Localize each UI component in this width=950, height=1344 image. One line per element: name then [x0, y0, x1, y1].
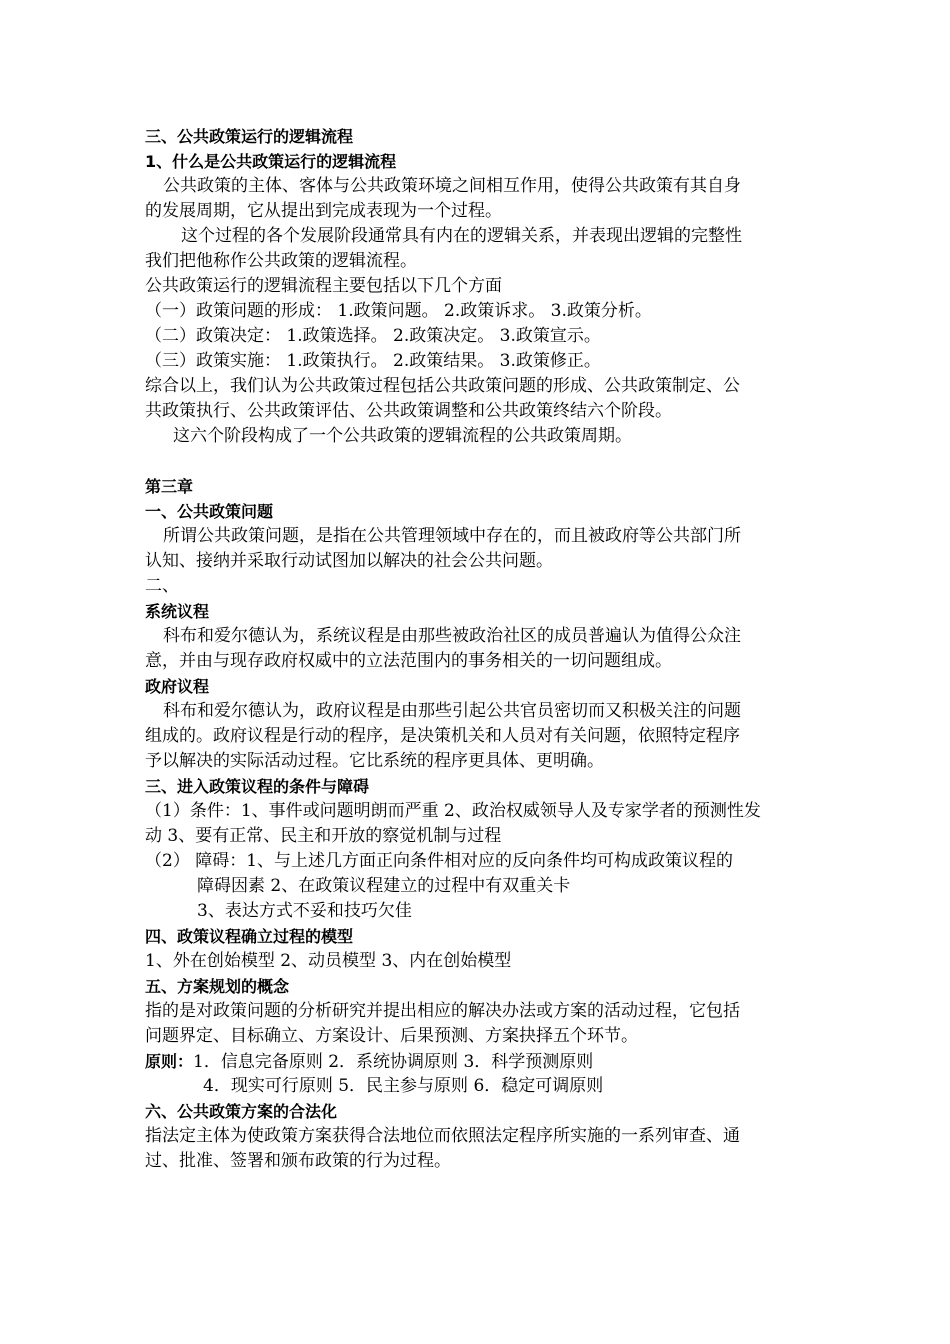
paragraph-line: 予以解决的实际活动过程。它比系统的程序更具体、更明确。 — [145, 751, 604, 771]
subsection-heading: 政府议程 — [145, 677, 210, 696]
principles-label: 原则： — [145, 1052, 194, 1071]
list-item: （一）政策问题的形成： 1.政策问题。 2.政策诉求。 3.政策分析。 — [145, 301, 652, 321]
paragraph-line: 动 3、要有正常、民主和开放的察觉机制与过程 — [145, 826, 502, 846]
paragraph-line: 公共政策运行的逻辑流程主要包括以下几个方面 — [145, 276, 502, 296]
chapter-heading: 第三章 — [145, 477, 194, 496]
paragraph-line: 的发展周期，它从提出到完成表现为一个过程。 — [145, 201, 502, 221]
subsection-heading: 系统议程 — [145, 602, 210, 621]
section-heading: 一、公共政策问题 — [145, 502, 274, 521]
document-body — [145, 124, 810, 1174]
paragraph-line: 过、批准、签署和颁布政策的行为过程。 — [145, 1151, 451, 1171]
paragraph-line: （2） 障碍：1、与上述几方面正向条件相对应的反向条件均可构成政策议程的 — [145, 851, 734, 871]
paragraph-line: 4．现实可行原则 5．民主参与原则 6．稳定可调原则 — [203, 1076, 604, 1096]
paragraph-line: 组成的。政府议程是行动的程序，是决策机关和人员对有关问题，依照特定程序 — [145, 726, 740, 746]
paragraph-line: 问题界定、目标确立、方案设计、后果预测、方案抉择五个环节。 — [145, 1026, 638, 1046]
blank-line — [145, 449, 810, 474]
section-heading: 四、政策议程确立过程的模型 — [145, 927, 354, 946]
principles-text: 1．信息完备原则 2．系统协调原则 3．科学预测原则 — [193, 1052, 594, 1072]
section-heading: 六、公共政策方案的合法化 — [145, 1102, 338, 1121]
paragraph-line: 公共政策的主体、客体与公共政策环境之间相互作用，使得公共政策有其自身 — [163, 176, 741, 196]
section-heading: 五、方案规划的概念 — [145, 977, 290, 996]
paragraph-line: 科布和爱尔德认为，政府议程是由那些引起公共官员密切而又积极关注的问题 — [163, 701, 741, 721]
paragraph-line: 共政策执行、公共政策评估、公共政策调整和公共政策终结六个阶段。 — [145, 401, 672, 421]
paragraph-line: 意，并由与现存政府权威中的立法范围内的事务相关的一切问题组成。 — [145, 651, 672, 671]
paragraph-line: 3、表达方式不妥和技巧欠佳 — [197, 901, 412, 921]
paragraph-line: 障碍因素 2、在政策议程建立的过程中有双重关卡 — [197, 876, 571, 896]
principles-line — [145, 1049, 810, 1074]
paragraph-line: （1）条件：1、事件或问题明朗而严重 2、政治权威领导人及专家学者的预测性发 — [145, 801, 761, 821]
paragraph-line: 1、外在创始模型 2、动员模型 3、内在创始模型 — [145, 951, 512, 971]
section-heading: 二、 — [145, 576, 179, 596]
paragraph-line: 认知、接纳并采取行动试图加以解决的社会公共问题。 — [145, 551, 553, 571]
paragraph-line: 科布和爱尔德认为，系统议程是由那些被政治社区的成员普遍认为值得公众注 — [163, 626, 741, 646]
paragraph-line: 指的是对政策问题的分析研究并提出相应的解决办法或方案的活动过程，它包括 — [145, 1001, 740, 1021]
list-item: （二）政策决定： 1.政策选择。 2.政策决定。 3.政策宣示。 — [145, 326, 601, 346]
section-heading: 三、进入政策议程的条件与障碍 — [145, 777, 370, 796]
paragraph-line: 这个过程的各个发展阶段通常具有内在的逻辑关系，并表现出逻辑的完整性 — [181, 226, 742, 246]
paragraph-line: 所谓公共政策问题，是指在公共管理领域中存在的，而且被政府等公共部门所 — [163, 526, 741, 546]
paragraph-line: 综合以上，我们认为公共政策过程包括公共政策问题的形成、公共政策制定、公 — [145, 376, 740, 396]
paragraph-line: 我们把他称作公共政策的逻辑流程。 — [145, 251, 417, 271]
subsection-heading: 1、什么是公共政策运行的逻辑流程 — [145, 152, 397, 171]
section-heading: 三、公共政策运行的逻辑流程 — [145, 127, 354, 146]
paragraph-line: 这六个阶段构成了一个公共政策的逻辑流程的公共政策周期。 — [173, 426, 632, 446]
paragraph-line: 指法定主体为使政策方案获得合法地位而依照法定程序所实施的一系列审查、通 — [145, 1126, 740, 1146]
list-item: （三）政策实施： 1.政策执行。 2.政策结果。 3.政策修正。 — [145, 351, 601, 371]
